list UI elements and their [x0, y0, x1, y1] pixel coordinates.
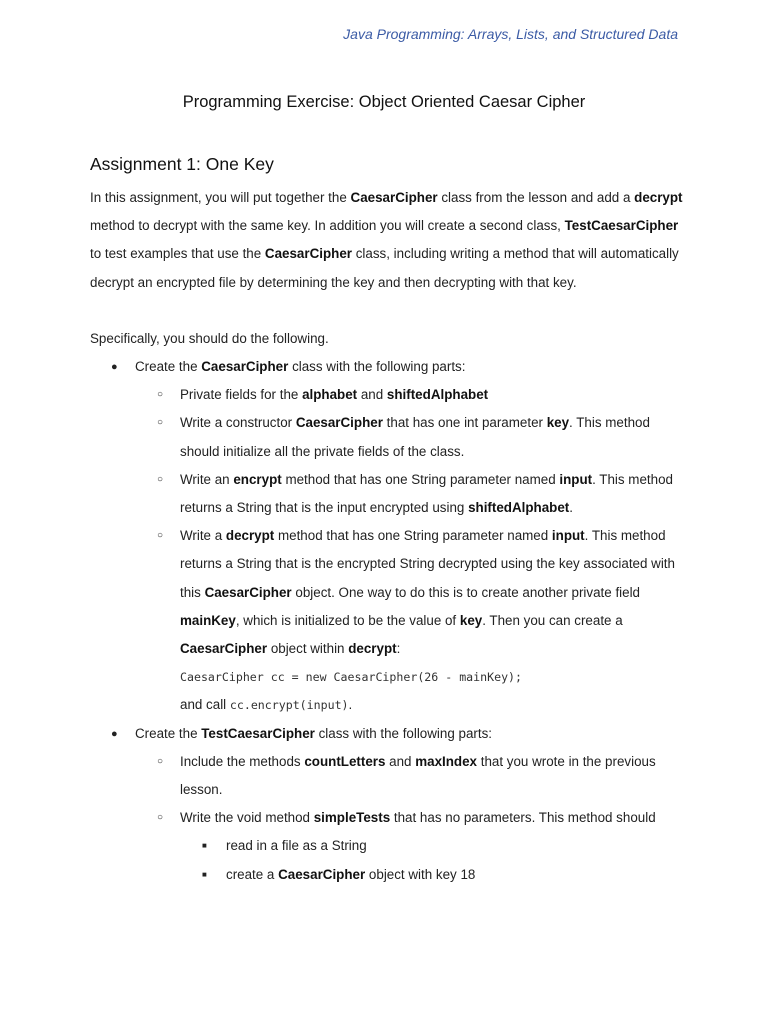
document-title: Programming Exercise: Object Oriented Caesar Cipher [182, 93, 586, 111]
sub-sub-list [90, 832, 690, 888]
sub-item-constructor: ○ Write a constructor CaesarCipher that has one int parameter key. This method should initialize all the private fields of the class. [90, 409, 690, 465]
bullet-dot-icon: ● [111, 361, 118, 374]
bold-term: key [546, 415, 570, 431]
sub-item-decrypt: ○ Write a decrypt method that has one String parameter named input. This method returns a String that is the encrypted String decrypted using the key associated with this CaesarCipher object. One way to do this is to create another private field mainKey, which is initialized to be the value of key. Then you can create a CaesarCipher object within decrypt: CaesarCipher cc = new CaesarCipher(26 - mainKey); and call cc.encrypt(input). [90, 522, 690, 719]
specifically-paragraph: Specifically, you should do the following. [90, 330, 329, 346]
code-line [180, 663, 690, 691]
running-header: Java Programming: Arrays, Lists, and Structured Data [343, 26, 678, 42]
bullet-circle-icon: ○ [157, 755, 164, 767]
bold-term: decrypt [348, 641, 397, 657]
bold-term: shiftedAlphabet [468, 500, 570, 516]
bold-term: CaesarCipher [201, 359, 289, 375]
sub-item-encrypt: ○ Write an encrypt method that has one String parameter named input. This method returns a String that is the input encrypted using shiftedAlphabet. [90, 466, 690, 522]
bold-term: simpleTests [313, 810, 391, 826]
bold-term: CaesarCipher [278, 866, 366, 882]
bold-term: key [459, 612, 483, 628]
bold-term: countLetters [304, 753, 386, 769]
bold-term: encrypt [233, 471, 282, 487]
bullet-circle-icon: ○ [157, 417, 164, 429]
bold-term: mainKey [180, 612, 236, 628]
bold-term: CaesarCipher [264, 246, 353, 262]
bold-term: CaesarCipher [180, 641, 268, 657]
bold-term: TestCaesarCipher [201, 725, 315, 741]
bold-term: alphabet [302, 387, 358, 403]
bullet-circle-icon: ○ [157, 473, 164, 485]
bullet-square-icon: ■ [202, 841, 207, 851]
section-heading: Assignment 1: One Key [90, 154, 274, 174]
bullet-circle-icon: ○ [157, 389, 164, 401]
sub-item-simple-tests: ○ Write the void method simpleTests that has no parameters. This method should ■ read in a file as a String ■ create a CaesarCipher object with key 18 [90, 804, 690, 889]
bold-term: decrypt [634, 190, 683, 205]
sub-list [90, 748, 690, 889]
document-body [90, 184, 690, 889]
bold-term: decrypt [225, 528, 275, 544]
bold-term: TestCaesarCipher [564, 218, 679, 234]
sub-item-private-fields: ○ Private fields for the alphabet and shiftedAlphabet [90, 381, 690, 409]
bold-term: CaesarCipher [204, 584, 292, 600]
bold-term: shiftedAlphabet [386, 387, 489, 403]
task-list [90, 353, 690, 889]
bold-term: input [559, 471, 593, 487]
intro-paragraph: In this assignment, you will put together the CaesarCipher class from the lesson and add a decrypt method to decrypt with the same key. In addition you will create a second class, TestCaesarCipher to test examples that use the CaesarCipher class, including writing a method that will automatically decrypt an encrypted file by determining the key and then decrypting with that key. [90, 190, 683, 290]
sub-list [90, 381, 690, 719]
bullet-circle-icon: ○ [157, 530, 164, 542]
bullet-square-icon: ■ [202, 869, 207, 879]
bold-term: maxIndex [415, 753, 478, 769]
bold-term: CaesarCipher [350, 190, 438, 205]
list-item-test-caesar-cipher-class: ● Create the TestCaesarCipher class with the following parts: ○ Include the methods countLetters and maxIndex that you wrote in the previous lesson. ○ Write the void method simpleTests that has no parameters. This method should ■ read in a file as a String ■ create a CaesarCipher object with key 18 [90, 720, 690, 889]
bullet-dot-icon: ● [111, 727, 118, 740]
bold-term: input [551, 528, 585, 544]
list-item-caesar-cipher-class: ● Create the CaesarCipher class with the following parts: ○ Private fields for the alphabet and shiftedAlphabet ○ Write a constructor CaesarCipher that has one int parameter key. This method should initialize all the private fields of the class. ○ Write an encrypt method that has one String parameter named input. This method returns a String that is the input encrypted using shiftedAlphabet. ○ Write a decrypt method that has one String parameter named input. This method returns a String that is the encrypted String decrypted using the key associated with this CaesarCipher object. One way to do this is to create another private field mainKey, which is initialized to be the value of key. Then you can create a CaesarCipher object within decrypt: CaesarCipher cc = new CaesarCipher(26 - mainKey); and call cc.encrypt(input). [90, 353, 690, 720]
code-inline: cc.encrypt(input) [229, 698, 349, 713]
paragraph-gap [90, 297, 690, 325]
sub-sub-item-read-file: ■ read in a file as a String [90, 832, 690, 860]
sub-item-include-methods: ○ Include the methods countLetters and maxIndex that you wrote in the previous lesson. [90, 748, 690, 804]
bullet-circle-icon: ○ [157, 812, 164, 824]
bold-term: CaesarCipher [295, 415, 383, 431]
call-line: and call cc.encrypt(input). [180, 697, 353, 713]
code-snippet: CaesarCipher cc = new CaesarCipher(26 - mainKey); [180, 670, 523, 685]
sub-sub-item-create-object: ■ create a CaesarCipher object with key 18 [90, 861, 690, 889]
